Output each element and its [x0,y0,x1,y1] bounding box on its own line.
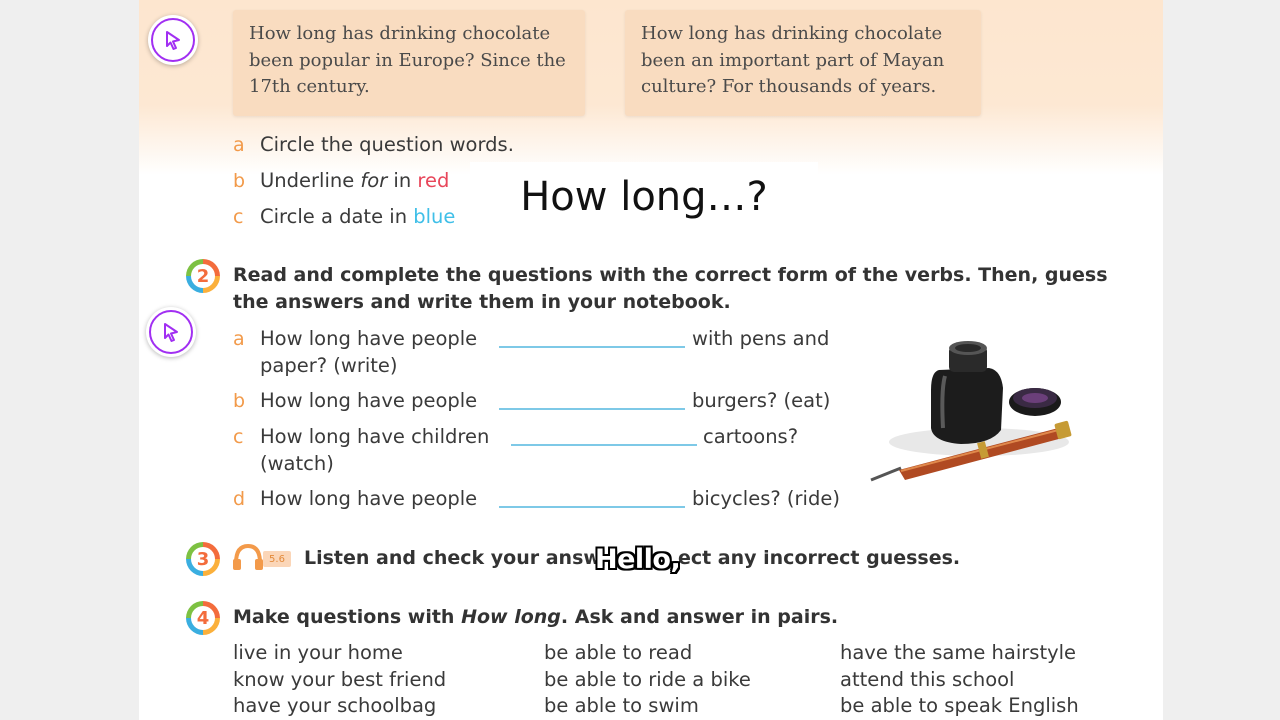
phrase-item: be able to read [544,641,693,664]
card-line: culture? For thousands of years. [641,76,937,97]
item-letter: b [233,390,246,412]
ex1-item-a: Circle the question words. [260,133,514,156]
phrase-item: have the same hairstyle [840,641,1077,664]
cursor-arrow-icon [162,29,184,51]
cursor-ring [151,18,195,62]
phrase-item: attend this school [840,668,1015,691]
phrase-item: be able to ride a bike [544,668,751,691]
textbook-page [139,0,1163,720]
card-line: 17th century. [249,76,370,97]
headphones-icon [232,543,264,571]
exercise-number-badge [186,542,220,576]
exercise-number-badge [186,601,220,635]
item-b-pre: Underline [260,169,361,192]
ex2-item-b-before: How long have people [260,389,478,412]
ex1-item-b [260,169,449,192]
exercise-4-heading-pre: Make questions with [233,606,462,628]
ex2-item-c-line2: (watch) [260,452,334,475]
answer-blank[interactable] [499,506,685,508]
card-line: been popular in Europe? Since the [249,49,566,71]
phrase-item: have your schoolbag [233,694,437,717]
answer-blank[interactable] [499,408,685,410]
item-c-color-word: blue [413,205,456,228]
exercise-2-heading-line2: the answers and write them in your notebook. [233,291,731,313]
ex2-item-c-after: cartoons? [703,425,799,448]
item-b-italic: for [360,169,388,192]
item-letter: a [233,134,245,156]
item-c-pre: Circle a date in [260,205,414,228]
cursor-pointer-button[interactable] [146,307,196,357]
ink-and-pen-illustration [861,330,1086,490]
item-letter: d [233,488,246,510]
exercise-2-heading-line1: Read and complete the questions with the correct form of the verbs. Then, guess [233,264,1108,286]
phrase-item: know your best friend [233,668,447,691]
exercise-3-text-after: ect any incorrect guesses. [677,547,961,569]
phrase-item: be able to swim [544,694,699,717]
reading-card-1 [233,10,585,116]
exercise-number: 2 [191,264,215,288]
item-letter: a [233,328,245,350]
ex2-item-d-before: How long have people [260,487,478,510]
cursor-pointer-button[interactable] [148,15,198,65]
card-line: been an important part of Mayan [641,49,945,71]
exercise-number: 4 [191,606,215,630]
exercise-4-heading-post: . Ask and answer in pairs. [560,606,839,628]
exercise-number-badge [186,259,220,293]
ex2-item-c-before: How long have children [260,425,490,448]
answer-blank[interactable] [499,346,685,348]
cursor-arrow-icon [160,321,182,343]
exercise-4-heading [233,606,838,628]
cursor-ring [149,310,193,354]
item-letter: c [233,426,244,448]
item-b-mid: in [387,169,418,192]
exercise-4-heading-italic: How long [461,606,561,628]
ex2-item-a-after: with pens and [692,327,830,350]
answer-blank[interactable] [511,444,697,446]
card-line: How long has drinking chocolate [641,23,943,44]
ex2-item-a-line2: paper? (write) [260,354,398,377]
video-title-overlay: How long…? [470,162,818,232]
ex2-item-d-after: bicycles? (ride) [692,487,840,510]
item-letter: b [233,170,246,192]
phrase-item: live in your home [233,641,403,664]
reading-card-2 [625,10,981,116]
item-letter: c [233,206,244,228]
subtitle-caption: Hello, [595,544,681,575]
phrase-item: be able to speak English [840,694,1079,717]
item-b-color-word: red [417,169,450,192]
ex2-item-b-after: burgers? (eat) [692,389,831,412]
exercise-3-text-before: Listen and check your answ [304,547,601,569]
ex1-item-c [260,205,455,228]
audio-track-badge[interactable]: 5.6 [263,551,291,567]
ex2-item-a-before: How long have people [260,327,478,350]
card-line: How long has drinking chocolate [249,23,551,44]
exercise-number: 3 [191,547,215,571]
